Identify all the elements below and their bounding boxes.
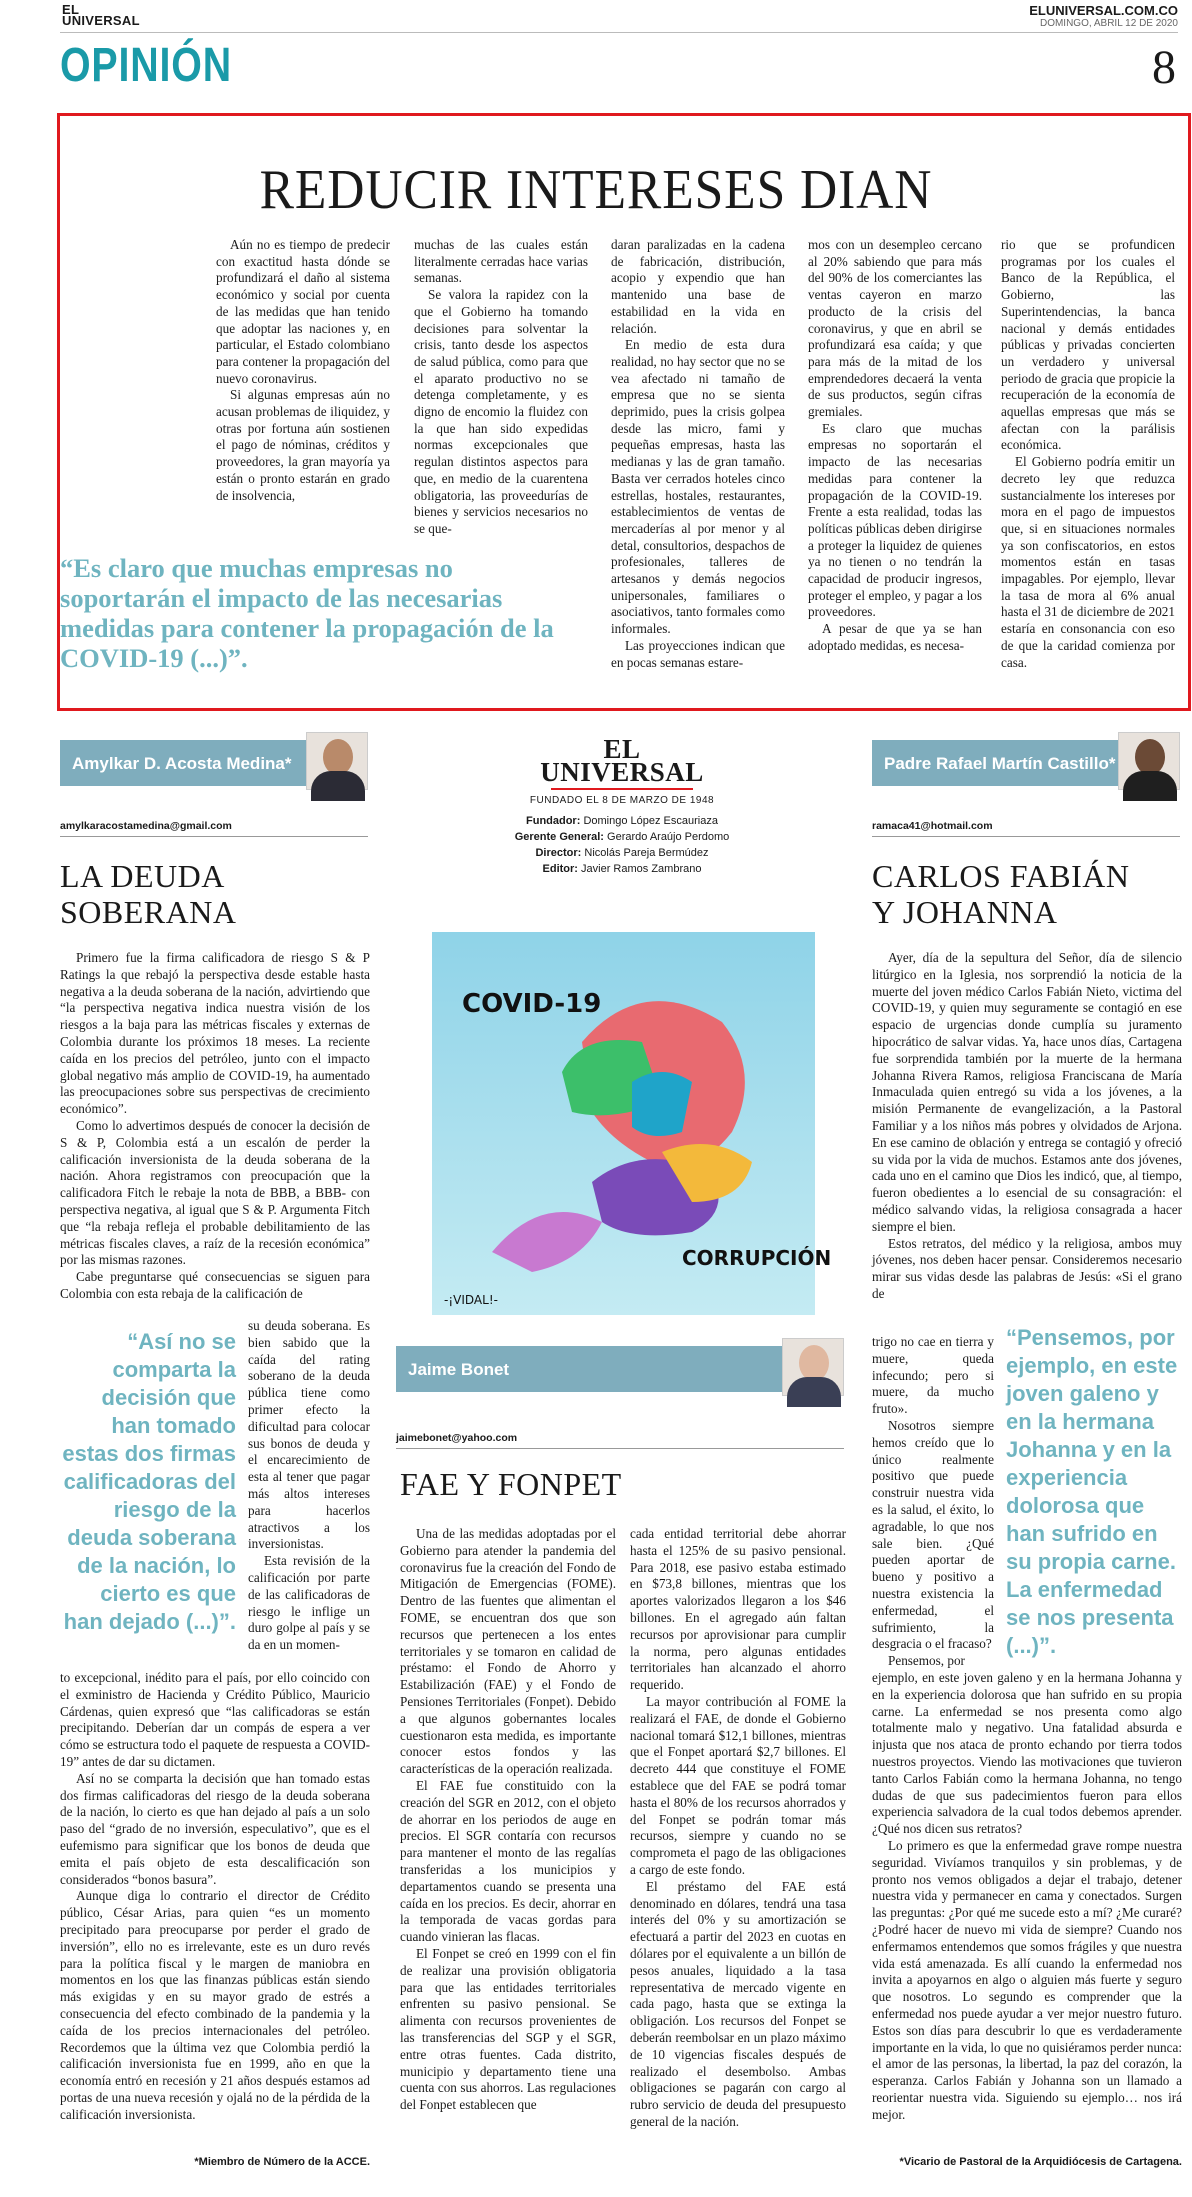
author-signature: *Vicario de Pastoral de la Arquidiócesis de Cartagena. — [899, 2156, 1182, 2168]
paragraph: muchas de las cuales están literalmente cerradas hace varias semanas. — [414, 237, 588, 286]
paragraph: ejemplo, en este joven galeno y en la hermana Johanna y en la experiencia dolorosa que han sufrido en su propia carne. La enfermedad se nos presenta como algo totalmente malo y negativo. Una fatalidad absurda e injusta que nos ataca de pronto echando por tierra todos nuestros proyectos. Viendo las motivaciones que tuvieron tanto Carlos Fabián como la hermana Johanna, no tengo dudas de que sus padecimientos fueron para ellos experiencia salvadora de la cual todos debemos aprender. ¿Qué nos dicen sus retratos? — [872, 1670, 1182, 1837]
paragraph: Cabe preguntarse qué consecuencias se siguen para Colombia con esta rebaja de la calificación de — [60, 1269, 370, 1301]
paragraph: El Gobierno podría emitir un decreto ley que reduzca sustancialmente los intereses por mora en el pago de impuestos que, si en situaciones normales ya son confiscatorios, en estos momentos están en tasas impagables. Por ejemplo, llevar la tasa de mora al 6% anual hasta el 31 de diciembre de 2021 estaría en consonancia con eso de que la caridad comienza por casa. — [1001, 454, 1175, 670]
paragraph: Lo primero es que la enfermedad grave rompe nuestra seguridad. Vivíamos tranquilos y sin problemas, y de pronto nos vemos obligados a dejar el trabajo, detener nuestra vida y permanecer en cama y conectados. Surgen las preguntas: ¿Por qué me sucede esto a mí? ¿Me curaré? ¿Podré hacer de nuevo mi vida de siempre? Cuando nos enfermamos entendemos que somos frágiles y que nuestra vida está amenazada. Es allí cuando la enfermedad nos invita a apoyarnos en algo o alguien más fuerte y seguro que nosotros. Lo segundo es comprender que la enfermedad nos puede ayudar a ver mejor nuestro futuro. Estos son días para descubrir lo que es verdaderamente importante en la vida, lo que no quisiéramos perder nunca: el amor de las personas, la libertad, la paz del corazón, la esperanza. Carlos Fabián y Johanna son un llamado a reorientar nuestra vida. Siguiendo su ejemplo… nos irá mejor. — [872, 1837, 1182, 2122]
paragraph: El Fonpet se creó en 1999 con el fin de realizar una provisión obligatoria para que las entidades territoriales enfrenten su pasivo pensional. Se alimenta con recursos provenientes de las transferencias del SGP y el SGR, entre otras fuentes. Cada distrito, municipio y departamento tiene una cuenta con sus ahorros. Las regulaciones del Fonpet establecen que — [400, 1945, 616, 2113]
author-photo — [782, 1338, 844, 1396]
editorial-column-3 — [611, 237, 785, 671]
section-title: OPINIÓN — [60, 39, 232, 92]
title-line: Y JOHANNA — [872, 894, 1058, 930]
paragraph: Una de las medidas adoptadas por el Gobierno para atender la pandemia del coronavirus fue la creación del Fondo de Mitigación de Emergencias (FOME). Dentro de las fuentes que alimentan el FOME, se encuentran dos que son recursos que pertenecen a los entes territoriales y se tomaron en calidad de préstamo: el Fondo de Ahorro y Estabilización (FAE) y el Fondo de Pensiones Territoriales (Fonpet). Debido a que algunos gobernantes locales cuestionaron esta medida, es importante conocer estos fondos y las características de la operación realizada. — [400, 1526, 616, 1777]
article-body-side — [248, 1318, 370, 1654]
staff-line — [462, 847, 782, 859]
staff-role: Gerente General: — [514, 831, 604, 843]
paragraph: Esta revisión de la calificación por parte de las calificadoras de riesgo le inflige un duro golpe al país y se da en un momen- — [248, 1553, 370, 1653]
paragraph: Aún no es tiempo de predecir con exactitud hasta dónde se profundizará el daño al sistema económico y social por cuenta de las medidas que han tenido que adoptar las naciones y, en particular, el Estado colombiano para contener la propagación del nuevo coronavirus. — [216, 237, 390, 386]
paragraph: Pensemos, por — [888, 1653, 965, 1669]
author-email[interactable]: jaimebonet@yahoo.com — [396, 1432, 518, 1444]
masthead-line-1: EL — [603, 734, 641, 764]
cartoon-label-top: COVID-19 — [462, 989, 602, 1019]
brand-line-1: EL — [62, 2, 80, 17]
staff-line — [462, 863, 782, 875]
masthead-line-2: UNIVERSAL — [540, 757, 704, 787]
staff-role: Fundador: — [526, 815, 581, 827]
editorial-column-4 — [808, 237, 982, 655]
paragraph: Se valora la rapidez con la que el Gobierno ha tomando decisiones para solventar la crisis, tanto desde los aspectos de salud pública, como para que el aparato productivo no se detenga completamente, y es digno de encomio la fluidez con la que han sido expedidas normas excepcionales que regulan distintos aspectos para que, en medio de la cuarentena obligatoria, las proveedurías de bienes y servicios necesarios no se que- — [414, 287, 588, 536]
paragraph: to excepcional, inédito para el país, por ello coincido con el exministro de Hacienda y Crédito Público, Mauricio Cárdenas, quien expresó que “las calificadoras se están precipitando. Deberían dar un compás de espera a ver cómo se estructura todo el paquete de respuesta a COVID-19” antes de dar su dictamen. — [60, 1670, 370, 1769]
paragraph: Estos retratos, del médico y la religiosa, ambos muy jóvenes, nos deben hacer pensar. Consideremos necesario mirar sus vidas desde las palabras de Jesús: «Si el grano de — [872, 1235, 1182, 1301]
paragraph: trigo no cae en tierra y muere, queda infecundo; pero si muere, da mucho fruto». — [872, 1334, 994, 1417]
article-body-side — [872, 1334, 994, 1670]
editorial-title: REDUCIR INTERESES DIAN — [259, 159, 933, 221]
staff-name: Nicolás Pareja Bermúdez — [584, 847, 709, 859]
author-name: Jaime Bonet — [408, 1360, 510, 1379]
paragraph: Aunque diga lo contrario el director de Crédito público, César Arias, para quien “es un momento precipitado para preocuparse por perder el grado de inversión”, ello no es irrelevante, este es un duro revés para la política fiscal y le margen de maniobra en momentos en los que las finanzas públicas están siendo más exigidas y en su mayor grado de estrés a consecuencia del efecto combinado de la pandemia y la caída de los precios internacionales del petróleo. Recordemos que la última vez que Colombia perdió la calificación inversionista fue en 1999, año en que la economía entró en recesión y 21 años después estamos ad portas de una nueva recesión y ojalá no de la pérdida de la calificación inversionista. — [60, 1888, 370, 2122]
paragraph: Ayer, día de la sepultura del Señor, día de silencio litúrgico en la Iglesia, nos sorprendió la noticia de la muerte del joven médico Carlos Fabián Nieto, victima del COVID-19, y quien muy seguramente se contagió en ese espacio de urgencias donde cumplía su juramento hipocrático de salvar vidas. Ya, hace unos días, Cartagena fue sorprendida también por la muerte de la hermana Johanna Rivera Ramos, religiosa Franciscana de María Inmaculada quien entregó su vida a los jóvenes, a la misión Permanente de evangelización, a la Pastoral Familiar y a los niños más pobres y olvidados de Arjona. En ese camino de oblación y entrega se contagió y ofreció su vida por la vida de muchos. Estamos ante dos jóvenes, cada uno en el camino que Dios les indicó, que, al tiempo, fueron obedientes a lo esencial de su consagración: el médico salvando vidas, la religiosa consagrada a hacer siempre el bien. — [872, 950, 1182, 1234]
editorial-column-1 — [216, 237, 390, 504]
author-email[interactable]: ramaca41@hotmail.com — [872, 820, 993, 832]
paragraph: Las proyecciones indican que en pocas semanas estare- — [611, 637, 785, 670]
paragraph: Primero fue la firma calificadora de riesgo S & P Ratings la que rebajó la perspectiva desde estable hasta negativa a la deuda soberana de la nación, advirtiendo que “la perspectiva negativa indica nuestra visión de los riesgos a la baja para las métricas fiscales y externas de Colombia durante los próximos 18 meses. La reciente caída en los precios del petróleo, junto con el impacto global negativo más amplio de COVID-19, ha aumentado las preocupaciones sobre sus perspectivas de crecimiento económico”. — [60, 950, 370, 1117]
founded-date: FUNDADO EL 8 DE MARZO DE 1948 — [529, 795, 715, 806]
staff-role: Director: — [535, 847, 582, 859]
newspaper-masthead — [462, 734, 782, 787]
divider — [872, 836, 1180, 837]
article-title: FAE Y FONPET — [400, 1466, 622, 1502]
paragraph: En medio de esta dura realidad, no hay sector que no se vea afectado ni tamaño de empresa que no se sienta deprimido, pues la crisis golpea desde las micro, fami y pequeñas empresas, hasta las medianas y las de gran tamaño. Basta ver cerrados hoteles cinco estrellas, hostales, restaurantes, establecimientos de ventas de mercaderías al por menor y al detal, consultorios, despachos de profesionales, talleres de artesanos y demás negocios unipersonales, familiares o asociativos, tanto formales como informales. — [611, 337, 785, 637]
title-line: CARLOS FABIÁN — [872, 858, 1130, 894]
staff-name: Javier Ramos Zambrano — [581, 863, 702, 875]
staff-line — [462, 831, 782, 843]
article-title — [60, 858, 236, 930]
brand-line-2: UNIVERSAL — [62, 13, 140, 28]
staff-name: Gerardo Araújo Perdomo — [607, 831, 730, 843]
article-body-top — [872, 950, 1182, 1303]
paragraph: cada entidad territorial debe ahorrar hasta el 125% de su pasivo pensional. Para 2018, ese pasivo estaba estimado en $73,8 billones, mientras que los aportes valorizados llegaron a los $46 billones. En el agregado aún faltan recursos por aprovisionar para cumplir la norma, pero algunas entidades territoriales han alcanzado el ahorro requerido. — [630, 1526, 846, 1693]
editorial-column-2 — [414, 237, 588, 538]
issue-date: DOMINGO, ABRIL 12 DE 2020 — [1039, 18, 1178, 29]
site-url: ELUNIVERSAL.COM.CO — [1029, 3, 1178, 18]
pull-quote: “Así no se comparta la decisión que han tomado estas dos firmas calificadoras del riesgo de la deuda soberana de la nación, lo cierto es que han dejado (...)”. — [62, 1329, 236, 1634]
author-signature: *Miembro de Número de la ACCE. — [194, 2156, 370, 2168]
article-body-bottom — [60, 1670, 370, 2124]
divider — [396, 1448, 844, 1449]
article-title — [872, 858, 1130, 930]
author-bar-right — [872, 740, 1180, 786]
title-line: LA DEUDA — [60, 858, 225, 894]
staff-name: Domingo López Escauriaza — [583, 815, 718, 827]
article-body-top — [60, 950, 370, 1303]
blue-glove-icon — [632, 1072, 692, 1136]
editorial-cartoon — [432, 932, 832, 1315]
paragraph: su deuda soberana. Es bien sabido que la caída del rating soberano de la deuda pública tiene como primer efecto la dificultad para colocar sus bonos de deuda y el encarecimiento de esta al tener que pagar más altos intereses para hacerlos atractivos a los inversionistas. — [248, 1318, 370, 1552]
author-name: Padre Rafael Martín Castillo* — [884, 754, 1116, 773]
paragraph: Como lo advertimos después de conocer la decisión de S & P, Colombia está a un escalón de perder la calificación inversionista de la deuda soberana de la nación. Ahora registramos con preocupación que la calificadora Fitch le rebaje la nota de BBB, a BBB- con perspectiva negativa, al igual que S & P. Argumenta Fitch que “la rebaja refleja el probable debilitamiento de las métricas fiscales claves, a raíz de la recesión económica” por las mismas razones. — [60, 1117, 370, 1268]
paragraph: La mayor contribución al FOME la realizará el FAE, de donde el Gobierno nacional tomará $12,1 billones, mientras que el Fonpet aportará $2,7 billones. El decreto 444 que constituye el FOME establece que del FAE se podrá tomar hasta el 80% de los recursos ahorrados y del Fonpet se podrán tomar más recursos, siempre y cuando no se comprometa el pago de las obligaciones a cargo de este fondo. — [630, 1693, 846, 1877]
author-bar-left — [60, 740, 368, 786]
staff-role: Editor: — [542, 863, 578, 875]
paragraph: rio que se profundicen programas por los cuales el Banco de la República, el Gobierno, las Superintendencias, la banca nacional y demás entidades públicas y privadas concierten un verdadero y universal periodo de gracia que propicie la recuperación de la economía de aquellas empresas que más se afectan con la parálisis económica. — [1001, 237, 1175, 453]
article-column-1 — [400, 1526, 616, 2114]
paragraph: El préstamo del FAE está denominado en dólares, tendrá una tasa interés del 0% y su amortización se efectuará a partir del 2023 en cuotas en dólares por el equivalente a un billón de pesos anuales, liquidado a la tasa representativa de mercado vigente en cada pago, hasta que se extinga la obligación. Los recursos del Fonpet se deberán reembolsar en un plazo máximo de 10 vigencias fiscales después de realizado el desembolso. Ambas obligaciones se pagarán con cargo al rubro servicio de deuda del presupuesto general de la nación. — [630, 1878, 846, 2129]
divider — [60, 836, 368, 837]
paragraph: El FAE fue constituido con la creación del SGR en 2012, con el objeto de ahorrar en los periodos de auge en precios. El SGR contaría con recursos para mantener el monto de las regalías transferidas a los municipios y departamentos cuando se presenta una caída en los precios. Es decir, ahorrar en la temporada de vacas gordas para cuando vinieran las flacas. — [400, 1777, 616, 1945]
staff-line — [462, 815, 782, 827]
header-rule — [60, 32, 1178, 33]
author-email[interactable]: amylkaracostamedina@gmail.com — [60, 820, 232, 832]
author-bar-center — [396, 1346, 844, 1392]
title-line: SOBERANA — [60, 894, 237, 930]
paragraph: Es claro que muchas empresas no soportarán el impacto de las necesarias medidas para contener la propagación de la COVID-19. Frente a esta realidad, todas las políticas públicas deben dirigirse a proteger la liquidez de quienes ya no tienen o no tendrán la capacidad de producir ingresos, proteger el empleo, y pagar a los proveedores. — [808, 420, 982, 620]
author-name: Amylkar D. Acosta Medina* — [72, 754, 292, 773]
paragraph: Si algunas empresas aún no acusan problemas de iliquidez, y otras por fortuna aún sostienen el pago de nóminas, créditos y proveedores, la gran mayoría ya están o pronto estarán en grado de insolvencia, — [216, 387, 390, 503]
pull-quote: “Pensemos, por ejemplo, en este joven galeno y en la hermana Johanna y en la experiencia dolorosa que han sufrido en su propia carne. La enfermedad se nos presenta (...)”. — [1006, 1325, 1178, 1658]
author-photo — [1118, 732, 1180, 790]
editorial-column-5 — [1001, 237, 1175, 671]
paragraph: Así no se comparta la decisión que han tomado estas dos firmas calificadoras del riesgo de la deuda soberana de la nación, lo cierto es que han dejado al país a un solo paso del “grado de no inversión, especulativo”, que es el eufemismo para significar que los bonos de deuda que emita el país objeto de esta descalificación son considerados “bonos basura”. — [60, 1770, 370, 1887]
editorial-pull-quote: “Es claro que muchas empresas no soportarán el impacto de las necesarias medidas para contener la propagación de la COVID-19 (...)”. — [60, 553, 554, 673]
article-body-bottom — [872, 1670, 1182, 2124]
cartoon-label-bottom: CORRUPCIÓN — [682, 1246, 832, 1270]
article-column-2 — [630, 1526, 846, 2131]
cartoon-signature: -¡VIDAL!- — [444, 1293, 498, 1307]
author-photo — [306, 732, 368, 790]
paragraph: A pesar de que ya se han adoptado medidas, es necesa- — [808, 621, 982, 653]
brand-logo-small — [62, 4, 140, 26]
paragraph: Nosotros siempre hemos creído que lo único realmente positivo que puede construir nuestra vida es la salud, el éxito, lo agradable, lo que nos sale bien. ¿Qué pueden aportar de bueno y positivo a nuestra existencia la enfermedad, el sufrimiento, la desgracia o el fracaso? — [872, 1417, 994, 1652]
paragraph: mos con un desempleo cercano al 20% sabiendo que para más del 90% de los comerciantes las ventas cayeron en marzo producto de la crisis del coronavirus, y que en abril se profundizará esa caída; y que para más de la mitad de los emprendedores decaerá la venta de sus productos, según cifras gremiales. — [808, 237, 982, 420]
page-number: 8 — [1152, 41, 1176, 94]
paragraph: daran paralizadas en la cadena de fabricación, distribución, acopio y expendio que han mantenido una base de estabilidad en la vida en relación. — [611, 237, 785, 336]
masthead-rule — [551, 788, 693, 790]
